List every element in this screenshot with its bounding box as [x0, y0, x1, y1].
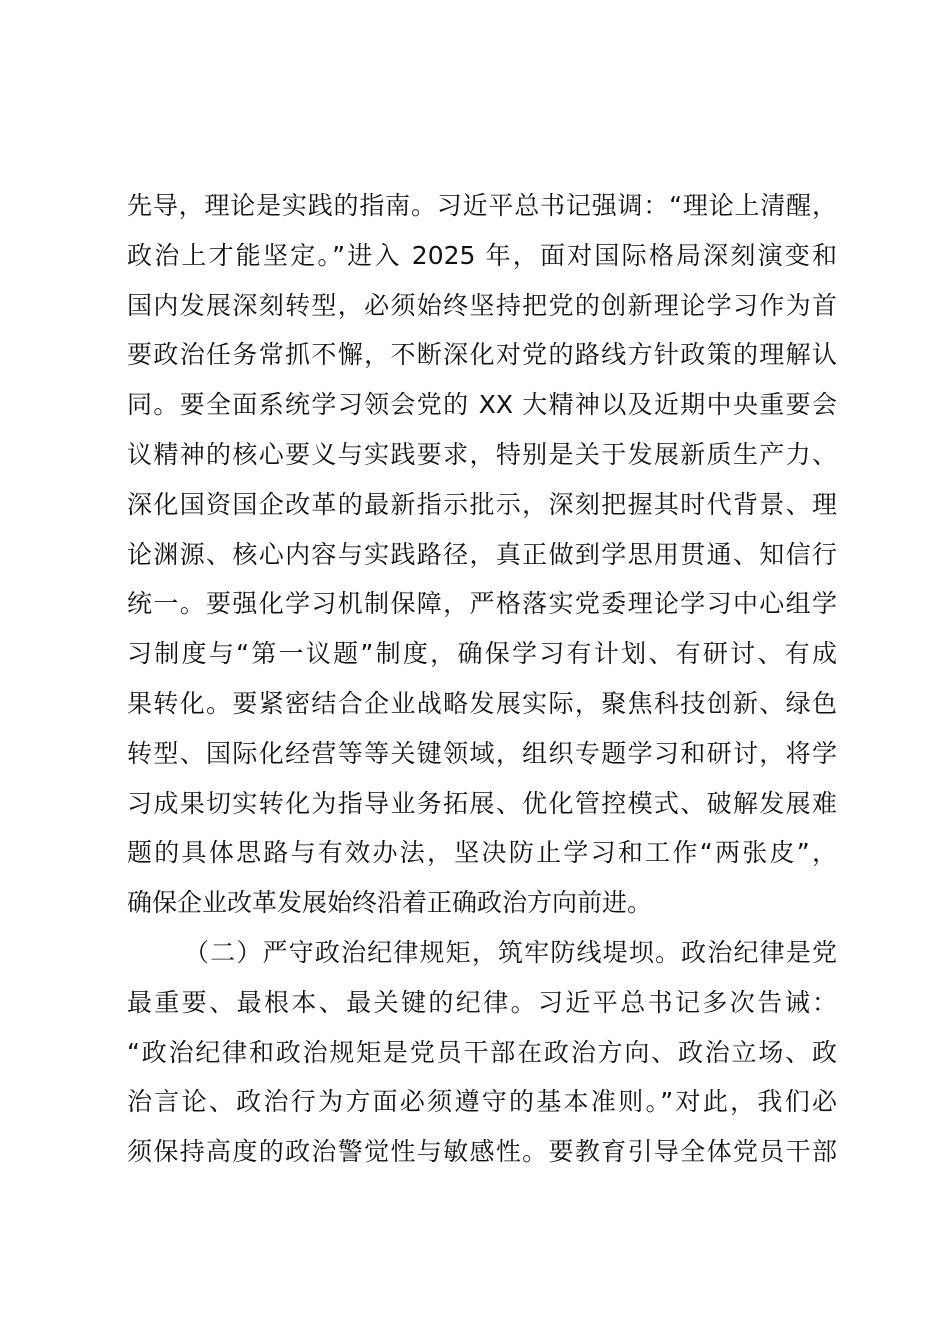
body-text [127, 181, 837, 1177]
text-line: 转型、国际化经营等等关键领域，组织专题学习和研讨，将学 [127, 738, 837, 768]
text-line: 议精神的核心要义与实践要求，特别是关于发展新质生产力、 [127, 439, 837, 469]
text-line: 治言论、政治行为方面必须遵守的基本准则。”对此，我们必 [127, 1087, 837, 1117]
text-line: 题的具体思路与有效办法，坚决防止学习和工作“两张皮”， [127, 838, 837, 868]
text-line: 果转化。要紧密结合企业战略发展实际，聚焦科技创新、绿色 [127, 688, 837, 718]
text-line: 先导，理论是实践的指南。习近平总书记强调：“理论上清醒， [127, 191, 837, 220]
text-line: 统一。要强化学习机制保障，严格落实党委理论学习中心组学 [127, 589, 837, 619]
text-line: 习成果切实转化为指导业务拓展、优化管控模式、破解发展难 [127, 788, 837, 818]
text-line: 论渊源、核心内容与实践路径，真正做到学思用贯通、知信行 [127, 539, 837, 569]
text-line: 深化国资国企改革的最新指示批示，深刻把握其时代背景、理 [127, 489, 837, 519]
section-heading-line: （二）严守政治纪律规矩，筑牢防线堤坝。政治纪律是党 [184, 937, 837, 967]
text-line: 要政治任务常抓不懈，不断深化对党的路线方针政策的理解认 [127, 340, 837, 370]
paragraph-end-line: 确保企业改革发展始终沿着正确政治方向前进。 [127, 888, 653, 918]
text-line: “政治纪律和政治规矩是党员干部在政治方向、政治立场、政 [127, 1037, 837, 1067]
text-line: 习制度与“第一议题”制度，确保学习有计划、有研讨、有成 [127, 639, 837, 669]
text-line: 须保持高度的政治警觉性与敏感性。要教育引导全体党员干部 [127, 1137, 837, 1167]
text-line: 政治上才能坚定。”进入 2025 年，面对国际格局深刻演变和 [127, 240, 837, 270]
text-line: 同。要全面系统学习领会党的 XX 大精神以及近期中央重要会 [127, 390, 837, 420]
text-line: 最重要、最根本、最关键的纪律。习近平总书记多次告诫： [127, 987, 837, 1017]
text-line: 国内发展深刻转型，必须始终坚持把党的创新理论学习作为首 [127, 290, 837, 320]
